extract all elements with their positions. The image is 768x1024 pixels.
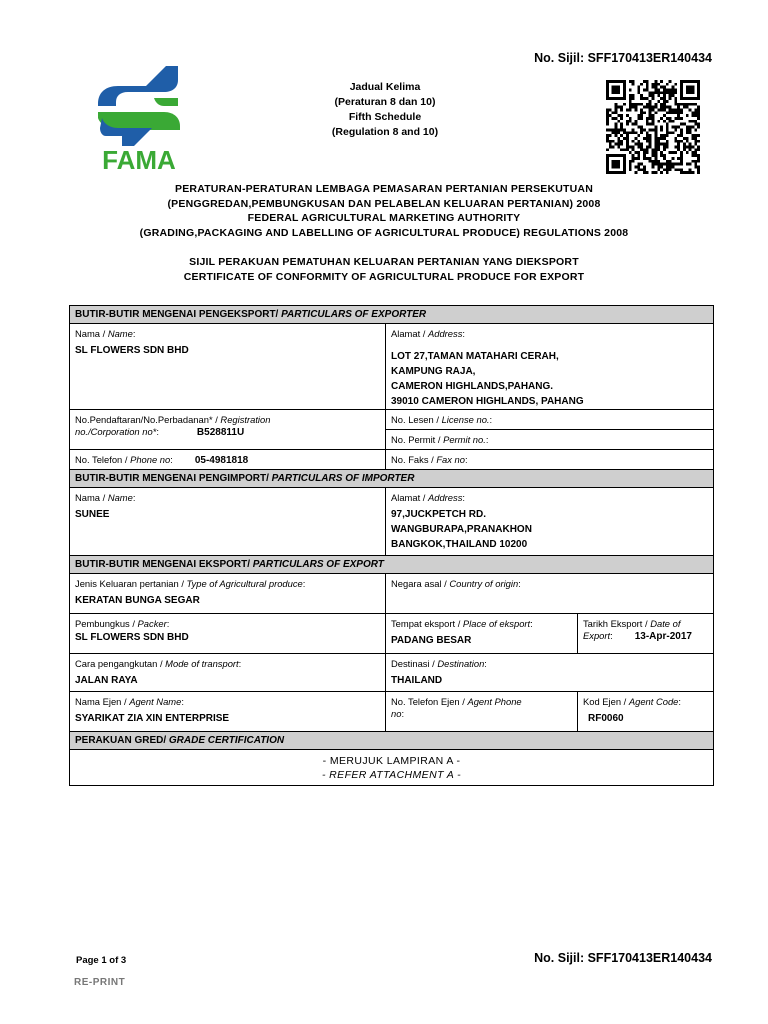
title-line: CERTIFICATE OF CONFORMITY OF AGRICULTURAL PRODUCE FOR EXPORT [183,270,585,283]
section-label-en: PARTICULARS OF IMPORTER [268,473,415,484]
svg-text:FAMA: FAMA [102,145,176,172]
field-label: No. Permit / Permit no.: [391,434,489,445]
destination-cell [386,654,714,692]
address-line: CAMERON HIGHLANDS,PAHANG. [391,381,554,392]
field-label: Negara asal / Country of origin: [391,578,521,589]
importer-name-cell [70,488,386,556]
produce-type-cell [70,574,386,614]
field-label: Nama Ejen / Agent Name: [75,696,184,707]
grade-cell [70,750,714,786]
importer-address [391,507,708,552]
importer-name: SUNEE [75,509,110,520]
packer-cell [70,614,386,654]
regulation-heading [0,182,768,240]
fama-logo [94,62,184,172]
field-label: No. Faks / Fax no: [391,454,468,465]
qr-finder-pattern [612,160,621,169]
transport-mode: JALAN RAYA [75,675,138,686]
grade-line-en: - REFER ATTACHMENT A - [321,769,462,781]
registration-cell [70,410,386,450]
field-label: No. Telefon Ejen / Agent Phone no: [391,696,522,719]
field-label: No.Pendaftaran/No.Perbadanan* / Registration no./Corporation no*: B528811U [75,414,271,438]
agent-phone-cell [386,692,578,732]
heading-line: (GRADING,PACKAGING AND LABELLING OF AGRICULTURAL PRODUCE) REGULATIONS 2008 [139,226,629,239]
field-label: Nama / Name: [75,492,136,503]
field-label: Pembungkus / Packer: [75,618,170,629]
section-label-en: PARTICULARS OF EXPORTER [278,309,427,320]
section-export [70,556,714,574]
field-label: No. Lesen / License no.: [391,414,493,425]
section-exporter [70,306,714,324]
section-label: PERAKUAN GRED/ [75,735,167,746]
destination: THAILAND [391,675,443,686]
certificate-form [69,305,714,786]
reprint-label: RE-PRINT [74,977,126,988]
section-label-en: GRADE CERTIFICATION [166,735,285,746]
field-label: Jenis Keluaran pertanian / Type of Agricultural produce: [75,578,306,589]
heading-line: (PENGGREDAN,PEMBUNGKUSAN DAN PELABELAN KELUARAN PERTANIAN) 2008 [167,197,601,210]
field-label: Nama / Name: [75,328,136,339]
address-line: 97,JUCKPETCH RD. [391,509,487,520]
schedule-line: Jadual Kelima [349,81,421,93]
page-indicator: Page 1 of 3 [76,955,127,966]
license-cell [386,410,714,430]
section-label-en: PARTICULARS OF EXPORT [250,559,384,570]
schedule-line: (Peraturan 8 dan 10) [334,96,436,108]
heading-line: PERATURAN-PERATURAN LEMBAGA PEMASARAN PERTANIAN PERSEKUTUAN [175,183,593,195]
agent-name: SYARIKAT ZIA XIN ENTERPRISE [75,713,230,724]
registration-number: B528811U [196,427,245,438]
field-label: Tempat eksport / Place of eksport: [391,618,533,629]
phone-number: 05-4981818 [194,455,249,466]
exporter-address [391,349,708,409]
grade-line: - MERUJUK LAMPIRAN A - [322,755,461,767]
field-label: Alamat / Address: [391,328,466,339]
date-cell [578,614,714,654]
field-label: No. Telefon / Phone no: 05-4981818 [75,454,249,466]
agent-code: RF0060 [588,713,624,724]
field-label: Alamat / Address: [391,492,466,503]
exporter-name: SL FLOWERS SDN BHD [75,345,189,356]
export-place: PADANG BESAR [391,635,472,646]
schedule-block [300,80,470,140]
exporter-address-cell [386,324,714,410]
title-line: SIJIL PERAKUAN PEMATUHAN KELUARAN PERTANIAN YANG DIEKSPORT [189,256,579,268]
transport-cell [70,654,386,692]
section-grade [70,732,714,750]
address-line: LOT 27,TAMAN MATAHARI CERAH, [391,351,559,362]
address-line: WANGBURAPA,PRANAKHON [391,524,532,535]
produce-type: KERATAN BUNGA SEGAR [75,595,200,606]
field-label: Cara pengangkutan / Mode of transport: [75,658,242,669]
fax-cell [386,450,714,470]
section-label: BUTIR-BUTIR MENGENAI PENGEKSPORT/ [75,309,279,320]
export-date: 13-Apr-2017 [634,631,692,642]
address-line: KAMPUNG RAJA, [391,366,476,377]
field-label: Tarikh Eksport / Date of Export: 13-Apr-2017 [583,618,692,642]
schedule-line: Fifth Schedule [348,111,422,123]
heading-line: FEDERAL AGRICULTURAL MARKETING AUTHORITY [247,212,521,224]
certificate-number-bottom: No. Sijil: SFF170413ER140434 [534,951,712,965]
schedule-line: (Regulation 8 and 10) [331,126,439,138]
address-line: 39010 CAMERON HIGHLANDS, PAHANG [391,396,584,407]
permit-cell [386,430,714,450]
field-label: Destinasi / Destination: [391,658,487,669]
qr-finder-pattern [612,86,621,95]
place-cell [386,614,578,654]
agent-code-cell [578,692,714,732]
section-label: BUTIR-BUTIR MENGENAI PENGIMPORT/ [75,473,269,484]
packer-name: SL FLOWERS SDN BHD [75,632,189,643]
exporter-name-cell [70,324,386,410]
certificate-number-top: No. Sijil: SFF170413ER140434 [534,51,712,65]
certificate-title [0,255,768,284]
section-label: BUTIR-BUTIR MENGENAI EKSPORT/ [75,559,250,570]
qr-code [606,80,700,174]
address-line: BANGKOK,THAILAND 10200 [391,539,528,550]
agent-name-cell [70,692,386,732]
qr-finder-pattern [686,86,695,95]
field-label: Kod Ejen / Agent Code: [583,696,682,707]
phone-cell [70,450,386,470]
importer-address-cell [386,488,714,556]
section-importer [70,470,714,488]
origin-cell [386,574,714,614]
